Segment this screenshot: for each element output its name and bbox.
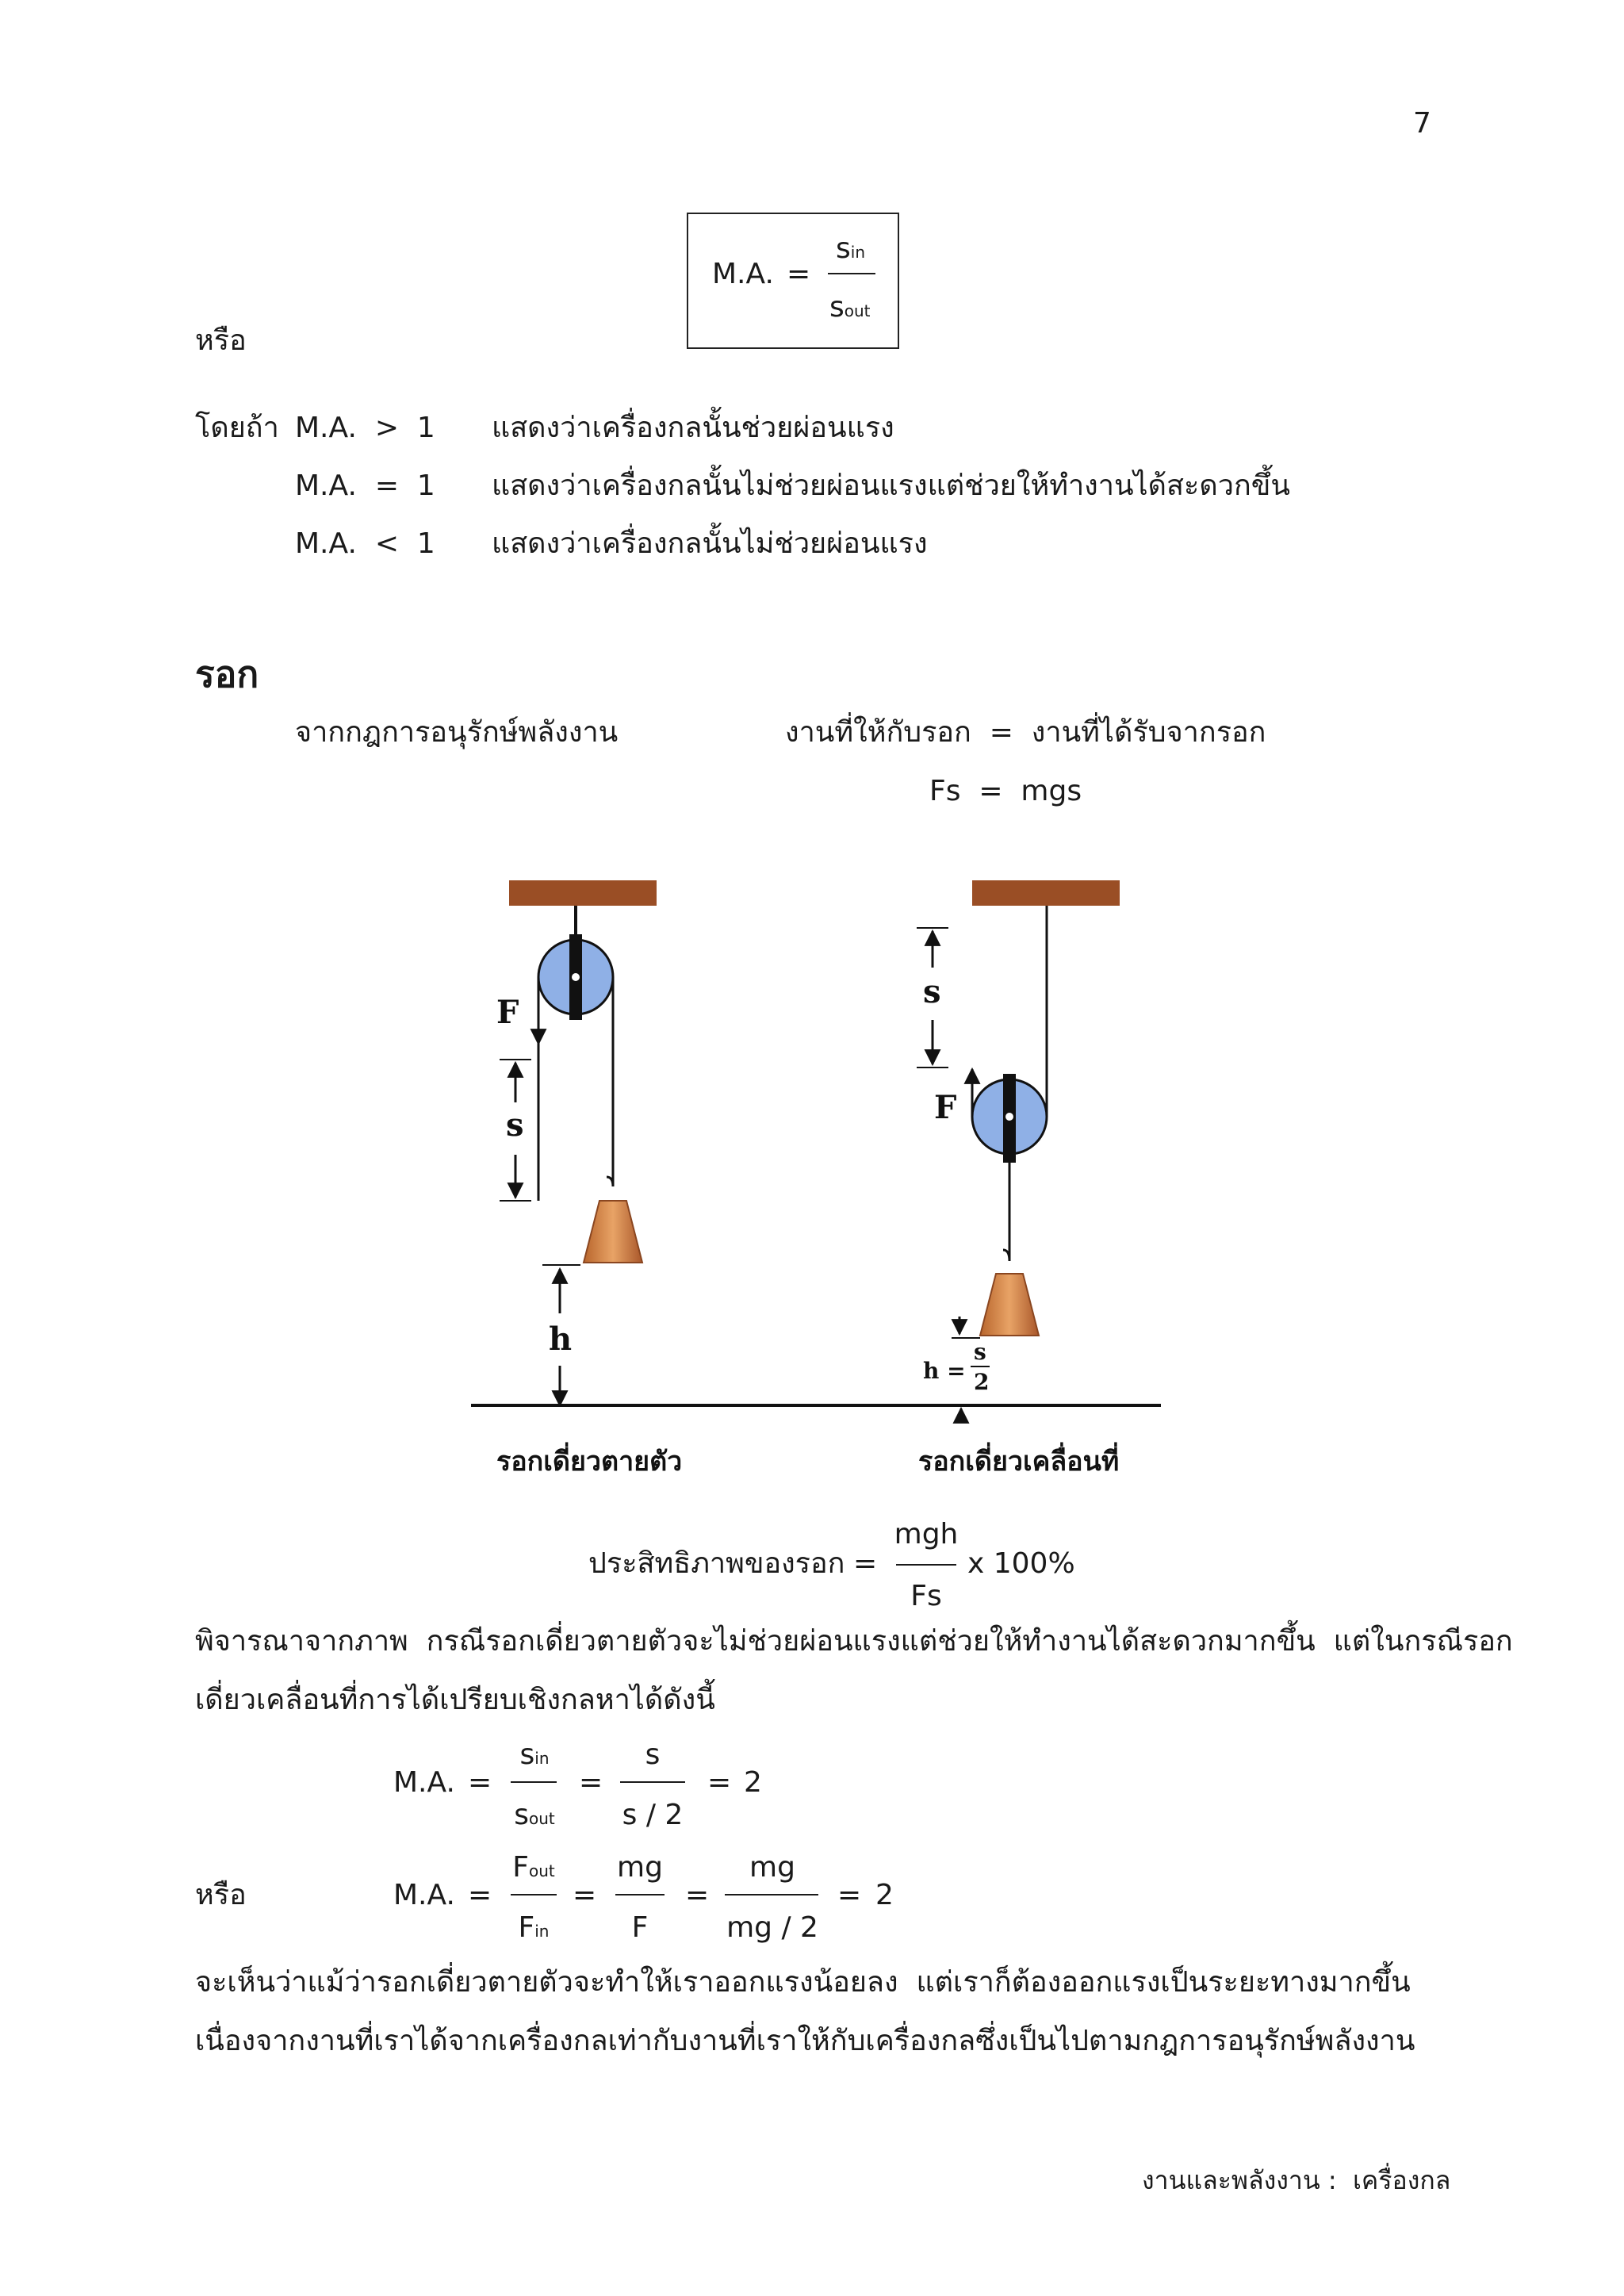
efficiency-equals: = (853, 1547, 878, 1580)
energy-law-label: จากกฎการอนุรักษ์พลังงาน (295, 716, 619, 749)
distance-label-fixed: s (506, 1106, 524, 1144)
height-fraction-den: 2 (974, 1369, 990, 1395)
weight-fixed (584, 1201, 642, 1263)
distance-label-movable: s (923, 973, 941, 1010)
force-label-movable: F (934, 1089, 957, 1126)
ma-eq2-f2-den: F (631, 1911, 649, 1944)
ma-eq2-eq2: = (573, 1879, 597, 1911)
conditions-lead: โดยถ้า (195, 412, 279, 444)
condition-desc-2: แสดงว่าเครื่องกลนั้นไม่ช่วยผ่อนแรงแต่ช่วยให้ทำงานได้สะดวกขึ้น (492, 470, 1290, 502)
condition-expr-3: M.A. < 1 (295, 527, 435, 560)
ma-eq2-eq: = (468, 1879, 492, 1911)
efficiency-denominator: Fs (910, 1580, 942, 1612)
ma-eq1-eq2: = (579, 1766, 603, 1799)
condition-expr-1: M.A. > 1 (295, 412, 435, 444)
paragraph2-line2: เนื่องจากงานที่เราได้จากเครื่องกลเท่ากับงานที่เราให้กับเครื่องกลซึ่งเป็นไปตามกฎการอนุรักษ์พลังงาน (195, 2025, 1415, 2057)
equals-sign: = (787, 258, 811, 290)
caption-movable-pulley: รอกเดี่ยวเคลื่อนที่ (918, 1446, 1120, 1478)
condition-expr-2: M.A. = 1 (295, 470, 435, 502)
paragraph2-line1: จะเห็นว่าแม้ว่ารอกเดี่ยวตายตัวจะทำให้เราออกแรงน้อยลง แต่เราก็ต้องออกแรงเป็นระยะทางมากขึ้น (195, 1966, 1411, 1999)
ma-eq2-f1-num-sub: out (528, 1861, 555, 1880)
s-out (829, 290, 871, 328)
ceiling-beam-left (509, 880, 657, 906)
ma-eq2-f3-num: mg (749, 1851, 795, 1884)
pulley-figure (444, 864, 1189, 1499)
condition-desc-1: แสดงว่าเครื่องกลนั้นช่วยผ่อนแรง (492, 412, 894, 444)
s-in (836, 232, 865, 270)
ma-eq2-eq3: = (685, 1879, 710, 1911)
ma-eq1-f2-bar (620, 1781, 685, 1783)
ceiling-beam-right (972, 880, 1120, 906)
s-in-sub: in (850, 243, 865, 262)
paragraph1-line1: พิจารณาจากภาพ กรณีรอกเดี่ยวตายตัวจะไม่ช่วยผ่อนแรงแต่ช่วยให้ทำงานได้สะดวกมากขึ้น แต่ในกรณีรอก (195, 1625, 1513, 1658)
or-label-2: หรือ (195, 1879, 247, 1911)
height-label-movable: h = (923, 1358, 966, 1384)
ma-eq2-f1-num (506, 1851, 561, 1884)
ma-eq2-f2-bar (615, 1894, 665, 1895)
energy-law-statement: งานที่ให้กับรอก = งานที่ได้รับจากรอก (785, 716, 1266, 749)
force-label-fixed: F (496, 994, 519, 1031)
ma-eq1-f1-num (509, 1738, 560, 1771)
ma-eq1-f1-den-sub: out (529, 1809, 555, 1828)
s-out-sub: out (844, 301, 871, 320)
ma-eq2-eq4: = (837, 1879, 862, 1911)
ma-eq2-f1-num-symbol: F (512, 1851, 529, 1884)
ma-eq1-result: 2 (744, 1766, 762, 1799)
ma-eq1-lhs: M.A. (393, 1766, 455, 1799)
ma-eq1-f1-num-symbol: s (519, 1738, 535, 1771)
paragraph1-line2: เดี่ยวเคลื่อนที่การได้เปรียบเชิงกลหาได้ดังนี้ (195, 1684, 715, 1716)
ma-eq1-f2-num: s (645, 1738, 661, 1771)
ma-eq1-f1-bar (511, 1781, 557, 1783)
ma-eq1-f1-num-sub: in (534, 1749, 550, 1768)
s-in-symbol: s (836, 232, 851, 265)
ma-eq2-f3-bar (725, 1894, 818, 1895)
ma-eq1-eq3: = (707, 1766, 732, 1799)
ma-eq2-f1-den-sub: in (534, 1922, 550, 1941)
height-fraction-num: s (974, 1339, 986, 1365)
efficiency-label: ประสิทธิภาพของรอก (588, 1547, 845, 1580)
efficiency-bar (896, 1564, 956, 1566)
ma-label: M.A. (712, 258, 774, 290)
caption-fixed-pulley: รอกเดี่ยวตายตัว (496, 1446, 683, 1478)
ma-eq1-eq: = (468, 1766, 492, 1799)
ma-eq2-f1-den-symbol: F (518, 1911, 535, 1944)
ma-eq1-f1-den-symbol: s (514, 1799, 529, 1831)
ma-formula-box (687, 213, 899, 349)
or-label-1: หรือ (195, 324, 247, 357)
ma-eq2-f2-num: mg (617, 1851, 663, 1884)
ma-eq2-f1-den (506, 1911, 561, 1944)
page-number: 7 (1413, 107, 1431, 140)
ma-eq1-f2-den: s / 2 (622, 1799, 684, 1831)
fraction-bar (828, 273, 875, 274)
weight-movable (980, 1274, 1039, 1336)
condition-desc-3: แสดงว่าเครื่องกลนั้นไม่ช่วยผ่อนแรง (492, 527, 928, 560)
section-title: รอก (195, 653, 259, 696)
ma-eq2-lhs: M.A. (393, 1879, 455, 1911)
s-out-symbol: s (829, 291, 845, 324)
page-footer: งานและพลังงาน : เครื่องกล (1142, 2165, 1451, 2195)
ma-eq2-f1-bar (511, 1894, 557, 1895)
energy-equation: Fs = mgs (929, 775, 1082, 807)
height-label-fixed: h (549, 1320, 573, 1358)
ma-eq2-result: 2 (875, 1879, 894, 1911)
ma-eq2-f3-den: mg / 2 (726, 1911, 818, 1944)
ma-eq1-f1-den (509, 1799, 560, 1831)
efficiency-tail: x 100% (967, 1547, 1075, 1580)
efficiency-numerator: mgh (894, 1518, 959, 1550)
